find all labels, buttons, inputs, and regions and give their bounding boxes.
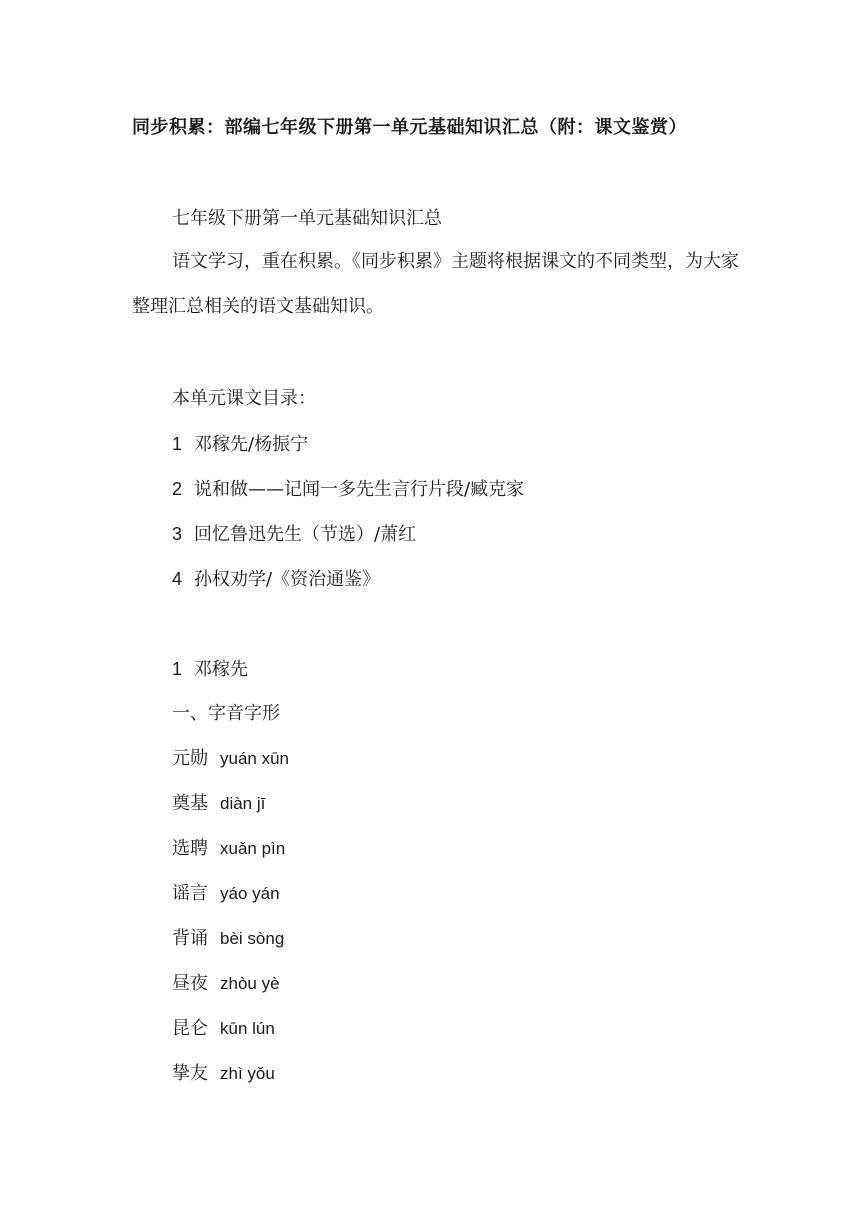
toc-item bbox=[172, 566, 380, 593]
vocab-word: 背诵 bbox=[172, 928, 208, 949]
vocab-pinyin: yáo yán bbox=[220, 884, 280, 903]
lesson-number: 1 bbox=[172, 659, 183, 679]
vocab-word: 元勋 bbox=[172, 748, 208, 769]
vocab-word: 选聘 bbox=[172, 838, 208, 859]
toc-item-number: 4 bbox=[172, 569, 183, 589]
toc-item bbox=[172, 431, 308, 458]
vocab-word: 昼夜 bbox=[172, 973, 208, 994]
vocab-item bbox=[172, 836, 285, 862]
toc-item-number: 1 bbox=[172, 434, 183, 454]
vocab-item bbox=[172, 926, 284, 952]
vocab-item bbox=[172, 881, 280, 907]
toc-item-text: 回忆鲁迅先生（节选）/萧红 bbox=[194, 524, 417, 545]
document-title: 同步积累：部编七年级下册第一单元基础知识汇总（附：课文鉴赏） bbox=[132, 117, 687, 138]
vocab-pinyin: kūn lún bbox=[220, 1019, 275, 1038]
toc-item bbox=[172, 521, 416, 548]
vocab-item bbox=[172, 791, 265, 817]
vocab-item bbox=[172, 971, 280, 997]
toc-item bbox=[172, 476, 524, 503]
vocab-pinyin: zhì yǒu bbox=[220, 1064, 275, 1083]
vocab-word: 奠基 bbox=[172, 793, 208, 814]
intro-paragraph: 语文学习，重在积累。《同步积累》主题将根据课文的不同类型，为大家整理汇总相关的语文基础知识。 bbox=[132, 251, 739, 317]
vocab-item bbox=[172, 1061, 275, 1087]
toc-item-text: 邓稼先/杨振宁 bbox=[194, 434, 309, 455]
toc-item-text: 说和做——记闻一多先生言行片段/臧克家 bbox=[194, 479, 525, 500]
vocab-pinyin: diàn jī bbox=[220, 794, 266, 813]
vocab-pinyin: xuǎn pìn bbox=[220, 839, 286, 858]
vocab-item bbox=[172, 746, 289, 772]
toc-item-number: 3 bbox=[172, 524, 183, 544]
vocab-pinyin: yuán xūn bbox=[220, 749, 289, 768]
vocab-word: 谣言 bbox=[172, 883, 208, 904]
lesson-title: 邓稼先 bbox=[194, 659, 249, 680]
lesson-heading bbox=[172, 656, 248, 683]
toc-item-text: 孙权劝学/《资治通鉴》 bbox=[194, 569, 381, 590]
toc-item-number: 2 bbox=[172, 479, 183, 499]
toc-heading: 本单元课文目录： bbox=[172, 388, 316, 409]
vocab-pinyin: bèi sòng bbox=[220, 929, 285, 948]
section-heading: 一、字音字形 bbox=[172, 703, 280, 724]
vocab-word: 挚友 bbox=[172, 1063, 208, 1084]
vocab-word: 昆仑 bbox=[172, 1018, 208, 1039]
vocab-pinyin: zhòu yè bbox=[220, 974, 280, 993]
vocab-item bbox=[172, 1016, 275, 1042]
subtitle: 七年级下册第一单元基础知识汇总 bbox=[172, 208, 442, 229]
